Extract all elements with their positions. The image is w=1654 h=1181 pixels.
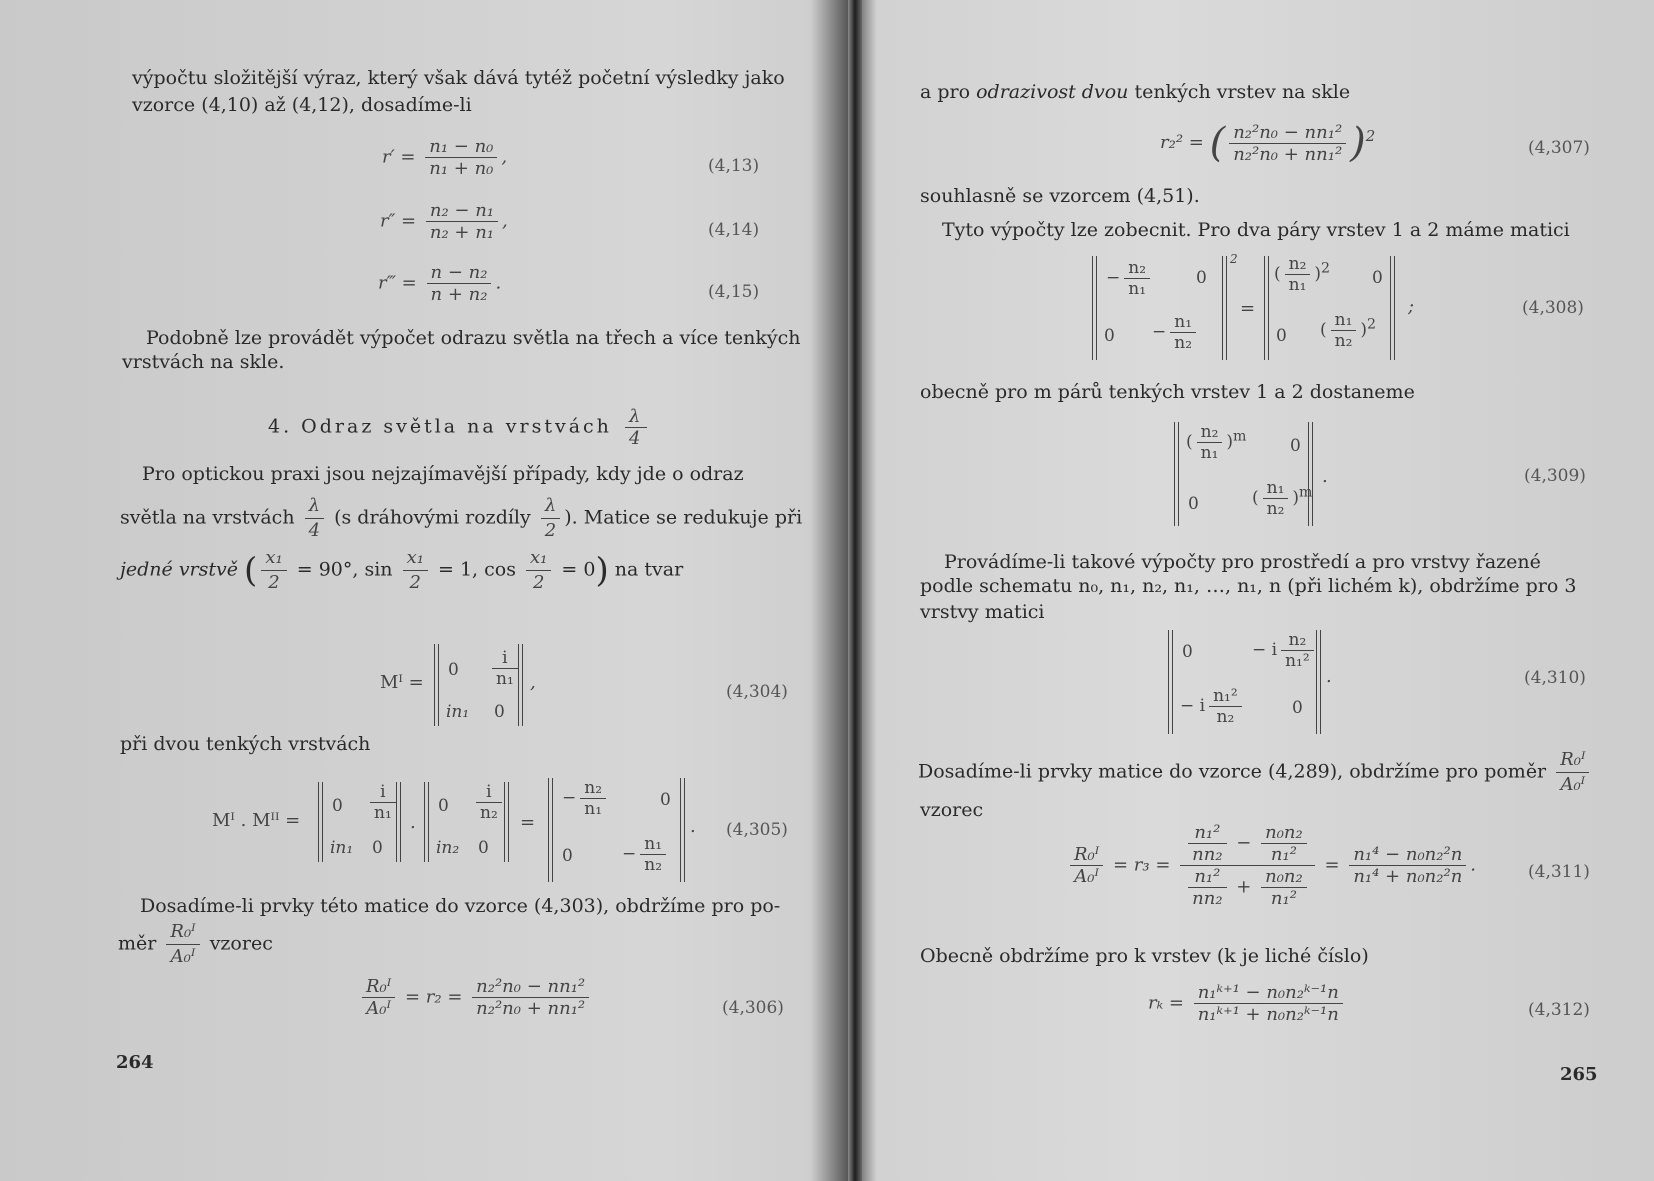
paragraph-ratio-line-1 <box>918 748 1593 797</box>
matrix-cell: ( $\frac{\text{n₂}}{\text{n₁}}$ )$^m$ <box>1186 422 1247 463</box>
equation-label-4-306: (4,306) <box>722 998 784 1018</box>
text: vzorec <box>209 932 273 955</box>
eq-fraction <box>362 976 395 1019</box>
line-accord: souhlasně se vzorcem (4,51). <box>920 185 1200 207</box>
matrix-bar <box>1308 422 1309 526</box>
eq-numerator: n − n₂ <box>427 262 492 284</box>
frac-denominator: n₁ <box>1128 279 1147 299</box>
matrix-bar <box>508 782 509 862</box>
eq-lhs: r‴ = <box>378 272 417 294</box>
equation-label-4-14: (4,14) <box>708 220 760 240</box>
frac-numerator: n₁² <box>1188 866 1226 888</box>
frac-denominator: 4 <box>628 428 644 449</box>
matrix-bar <box>424 782 425 862</box>
paragraph-two-layers: při dvou tenkých vrstvách <box>120 733 371 755</box>
fraction-x1-2 <box>403 546 428 595</box>
equation-4-13 <box>382 136 507 179</box>
eq-numerator: n₂ − n₁ <box>426 200 498 222</box>
matrix-cell <box>1252 630 1318 671</box>
eq-numerator: R₀ᴵ <box>1070 844 1103 866</box>
matrix-bar <box>552 778 553 882</box>
matrix-bar <box>322 782 323 862</box>
matrix-bar <box>1264 256 1265 360</box>
matrix-cell: 0 <box>448 660 459 680</box>
matrix-cell: 0 <box>372 838 383 858</box>
text: jedné vrstvě <box>120 558 238 581</box>
eq-fraction <box>472 976 589 1019</box>
compound-denominator <box>1180 866 1315 909</box>
matrix-cell <box>366 782 400 823</box>
eq-tail: . <box>1470 854 1477 876</box>
eq-denominator: n₁ᵏ⁺¹ + n₀n₂ᵏ⁻¹n <box>1197 1004 1339 1025</box>
eq-numerator: n₁ − n₀ <box>425 136 497 158</box>
frac-numerator: i <box>492 648 518 669</box>
eq-denominator: n₂²n₀ + nn₁² <box>476 998 586 1019</box>
eq-denominator: n₂²n₀ + nn₁² <box>1233 143 1343 165</box>
text: = 1, cos <box>437 558 516 581</box>
frac-denominator: n₂ <box>1174 333 1193 353</box>
eq-denominator: n₁⁴ + n₀n₂²n <box>1353 866 1463 887</box>
eq-middle: = r₃ = <box>1112 854 1171 876</box>
paragraph-generalize: Tyto výpočty lze zobecnit. Pro dva páry vrstev 1 a 2 máme matici <box>942 219 1570 241</box>
paragraph-similar-line-2: vrstvách na skle. <box>122 351 285 373</box>
matrix-bar <box>400 782 401 862</box>
matrix-cell: 0 <box>1196 268 1207 288</box>
eq-fraction <box>1229 122 1346 165</box>
equation-label-4-305: (4,305) <box>726 820 788 840</box>
text: odrazivost dvou <box>976 81 1129 103</box>
frac-denominator: nn₂ <box>1192 844 1223 865</box>
frac-denominator: n₁ <box>374 803 392 823</box>
equation-4-15 <box>378 262 501 305</box>
matrix-cell <box>1106 258 1154 299</box>
matrix-cell: in₂ <box>436 838 460 858</box>
frac-denominator: n₁ <box>584 799 603 819</box>
paragraph-env-line-2: podle schematu n₀, n₁, n₂, n₁, …, n₁, n (při lichém k), obdržíme pro 3 <box>920 575 1577 597</box>
equation-label-4-311: (4,311) <box>1528 862 1590 882</box>
sign: − <box>1106 268 1121 288</box>
eq-lhs: r″ = <box>380 210 417 232</box>
eq-tail: . <box>495 272 502 294</box>
eq-denominator: A₀ᴵ <box>366 998 391 1019</box>
matrix-bar <box>1312 422 1313 526</box>
sign: − <box>1152 322 1167 342</box>
matrix-bar <box>518 644 519 726</box>
equation-4-312 <box>1148 982 1347 1025</box>
matrix-bar <box>1390 256 1391 360</box>
prefix: − i <box>1252 640 1278 660</box>
matrix-cell: 0 <box>660 790 671 810</box>
eq-tail: ; <box>1408 296 1415 317</box>
matrix-bar <box>684 778 685 882</box>
text: Dosadíme-li prvky matice do vzorce (4,289), obdržíme pro poměr <box>918 760 1547 783</box>
eq-numerator: n₁ᵏ⁺¹ − n₀n₂ᵏ⁻¹n <box>1194 982 1343 1004</box>
frac-numerator: λ <box>305 494 324 519</box>
matrix-bar <box>434 644 435 726</box>
fraction-ratio <box>166 920 199 969</box>
matrix-bar <box>1092 256 1093 360</box>
eq-compound-fraction <box>1180 822 1315 909</box>
matrix-bar <box>1268 256 1269 360</box>
matrix-cell <box>622 834 670 875</box>
close-paren: ) <box>595 550 609 591</box>
matrix-bar <box>1096 256 1097 360</box>
matrix-cell: 0 <box>1292 698 1303 718</box>
exponent: 2 <box>1367 316 1377 333</box>
eq-fraction <box>425 136 497 179</box>
matrix-cell: 0 <box>332 796 343 816</box>
frac-numerator: i <box>370 782 396 803</box>
eq-lhs: r₂² = <box>1160 132 1204 153</box>
frac-numerator: n₂ <box>1124 258 1150 279</box>
frac-denominator: 2 <box>544 520 557 541</box>
compound-numerator <box>1180 822 1315 866</box>
open-paren: ( <box>244 550 258 591</box>
frac-numerator: R₀ᴵ <box>1556 748 1589 773</box>
matrix-bar <box>1172 630 1173 734</box>
frac-numerator: n₂ <box>1197 422 1223 443</box>
paragraph-env-line-1: Provádíme-li takové výpočty pro prostředí a pro vrstvy řazené <box>944 551 1541 573</box>
paragraph-substitute-line-1: Dosadíme-li prvky této matice do vzorce (4,303), obdržíme pro po- <box>140 895 781 917</box>
eq-tail: , <box>502 210 508 232</box>
matrix-bar <box>522 644 523 726</box>
frac-denominator: A₀ᴵ <box>170 946 196 967</box>
equation-label-4-309: (4,309) <box>1524 466 1586 486</box>
matrix-cell: 0 <box>1276 326 1287 346</box>
eq-denominator: n₂ + n₁ <box>429 222 495 243</box>
eq-4-304-lhs: Mᴵ = <box>380 672 424 693</box>
frac-denominator: n₁² <box>1285 651 1310 671</box>
sign: − <box>622 844 637 864</box>
equation-label-4-310: (4,310) <box>1524 668 1586 688</box>
matrix-cell: 0 <box>1104 326 1115 346</box>
paragraph-practice-line-2 <box>120 494 802 543</box>
eq-fraction <box>426 200 498 243</box>
fraction-x1-2 <box>261 546 286 595</box>
exponent: 2 <box>1230 252 1238 266</box>
paragraph-substitute-line-2 <box>118 920 273 969</box>
frac-numerator: n₂ <box>580 778 606 799</box>
matrix-bar <box>1168 630 1169 734</box>
matrix-cell: in₁ <box>446 702 470 722</box>
exponent: 2 <box>1365 127 1376 145</box>
paragraph-env-line-3: vrstvy matici <box>920 601 1045 623</box>
frac-denominator: 2 <box>409 572 421 593</box>
eq-denominator: A₀ᴵ <box>1074 866 1099 887</box>
frac-denominator: 2 <box>268 572 280 593</box>
frac-denominator: A₀ᴵ <box>1560 774 1586 795</box>
right-page <box>860 0 1654 1181</box>
fraction-lambda-2 <box>541 494 560 543</box>
section-heading-fraction <box>625 406 647 449</box>
matrix-bar <box>548 778 549 882</box>
fraction-ratio <box>1556 748 1589 797</box>
eq-lhs: r′ = <box>382 146 416 168</box>
matrix-cell: in₁ <box>330 838 354 858</box>
fraction-x1-2 <box>526 546 551 595</box>
matrix-cell <box>1180 686 1246 727</box>
paragraph-similar-line-1: Podobně lze provádět výpočet odrazu světla na třech a více tenkých <box>146 327 801 349</box>
frac-numerator: n₁ <box>1263 478 1289 499</box>
matrix-cell: 0 <box>1182 642 1193 662</box>
eq-fraction <box>1070 844 1103 887</box>
text: ). Matice se redukuje při <box>564 506 803 529</box>
text: a pro <box>920 81 971 103</box>
matrix-bar <box>504 782 505 862</box>
eq-lhs: rₖ = <box>1148 992 1184 1014</box>
frac-denominator: 2 <box>532 572 545 593</box>
matrix-cell: 0 <box>562 846 573 866</box>
matrix-cell: 0 <box>478 838 489 858</box>
matrix-cell: 0 <box>494 702 505 722</box>
text: = 0 <box>561 558 596 581</box>
frac-denominator: 4 <box>308 520 321 541</box>
eq-fraction <box>1349 844 1466 887</box>
frac-numerator: n₂ <box>1281 630 1314 651</box>
intro-line-2: vzorce (4,10) až (4,12), dosadíme-li <box>132 94 472 116</box>
text: měr <box>118 932 157 955</box>
eq-numerator: n₁⁴ − n₀n₂²n <box>1349 844 1466 866</box>
frac-numerator: x₁ <box>261 546 286 571</box>
eq-denominator: n₁ + n₀ <box>429 158 494 179</box>
paragraph-ratio-line-2: vzorec <box>920 799 984 821</box>
matrix-cell <box>488 648 522 689</box>
matrix-cell: ( $\frac{\text{n₂}}{\text{n₁}}$ )$^2$ <box>1274 254 1331 295</box>
eq-tail: . <box>1326 666 1332 687</box>
eq-numerator: R₀ᴵ <box>362 976 395 998</box>
frac-numerator: n₀n₂ <box>1261 822 1307 844</box>
matrix-cell: 0 <box>1372 268 1383 288</box>
frac-denominator: n₂ <box>1334 331 1353 351</box>
operator: + <box>1236 876 1252 898</box>
prefix: − i <box>1180 696 1206 716</box>
operator: − <box>1236 832 1252 854</box>
equation-4-307 <box>1160 120 1375 166</box>
equation-label-4-308: (4,308) <box>1522 298 1584 318</box>
matrix-bar <box>428 782 429 862</box>
paragraph-m-pairs: obecně pro m párů tenkých vrstev 1 a 2 dostaneme <box>920 381 1415 403</box>
equals-sign: = <box>1324 854 1340 876</box>
equation-4-14 <box>380 200 508 243</box>
eq-tail: . <box>1322 466 1328 487</box>
frac-numerator: x₁ <box>526 546 551 571</box>
eq-tail: , <box>501 146 508 168</box>
frac-denominator: n₂ <box>644 855 663 875</box>
eq-4-305-lhs: Mᴵ . Mᴵᴵ = <box>212 810 301 831</box>
exponent: m <box>1299 484 1313 501</box>
text: na tvar <box>614 558 684 581</box>
frac-denominator: n₁² <box>1270 844 1297 865</box>
matrix-bar <box>1222 256 1223 360</box>
dot-operator: . <box>410 812 416 833</box>
close-paren: ) <box>1350 120 1366 166</box>
frac-numerator: n₁² <box>1188 822 1226 844</box>
matrix-cell <box>562 778 610 819</box>
matrix-bar <box>1174 422 1175 526</box>
matrix-cell <box>472 782 506 823</box>
matrix-bar <box>318 782 319 862</box>
frac-denominator: nn₂ <box>1192 888 1223 909</box>
equation-label-4-304: (4,304) <box>726 682 788 702</box>
frac-denominator: n₁ <box>496 669 514 689</box>
frac-numerator: n₂ <box>1285 254 1311 275</box>
matrix-bar <box>1178 422 1179 526</box>
section-heading <box>268 406 651 449</box>
frac-numerator: n₁ <box>640 834 666 855</box>
frac-numerator: n₀n₂ <box>1261 866 1307 888</box>
fraction-lambda-4 <box>305 494 324 543</box>
equals-sign: = <box>1240 298 1256 319</box>
frac-denominator: n₂ <box>1266 499 1285 519</box>
eq-tail: . <box>690 816 696 837</box>
equation-label-4-15: (4,15) <box>708 282 760 302</box>
frac-numerator: R₀ᴵ <box>166 920 199 945</box>
equals-sign: = <box>520 812 536 833</box>
matrix-bar <box>1394 256 1395 360</box>
section-heading-text: 4. Odraz světla na vrstvách <box>268 415 612 438</box>
eq-numerator: n₂²n₀ − nn₁² <box>1229 122 1346 144</box>
frac-numerator: λ <box>625 406 647 428</box>
sign: − <box>562 788 577 808</box>
equation-label-4-307: (4,307) <box>1528 138 1590 158</box>
paragraph-general-k: Obecně obdržíme pro k vrstev (k je liché číslo) <box>920 945 1369 967</box>
paragraph-practice-line-1: Pro optickou praxi jsou nejzajímavější případy, kdy jde o odraz <box>142 463 744 485</box>
frac-denominator: n₁² <box>1270 888 1297 909</box>
matrix-cell: 0 <box>1188 494 1199 514</box>
eq-middle: = r₂ = <box>404 986 463 1008</box>
intro-line-1: výpočtu složitější výraz, který však dává tytéž početní výsledky jako <box>132 67 785 89</box>
matrix-bar <box>1316 630 1317 734</box>
matrix-cell: ( $\frac{\text{n₁}}{\text{n₂}}$ )$^2$ <box>1320 310 1377 351</box>
frac-numerator: λ <box>541 494 560 519</box>
page-number-right: 265 <box>1560 1064 1598 1085</box>
paragraph-practice-line-3 <box>120 546 683 595</box>
text: (s dráhovými rozdíly <box>334 506 531 529</box>
frac-numerator: i <box>476 782 502 803</box>
text: světla na vrstvách <box>120 506 295 529</box>
exponent: 2 <box>1321 260 1331 277</box>
matrix-bar <box>438 644 439 726</box>
matrix-bar <box>1226 256 1227 360</box>
equation-4-306 <box>358 976 593 1019</box>
matrix-bar <box>396 782 397 862</box>
frac-denominator: n₂ <box>480 803 498 823</box>
matrix-cell: 0 <box>1290 436 1301 456</box>
frac-denominator: n₁ <box>1200 443 1219 463</box>
equation-label-4-312: (4,312) <box>1528 1000 1590 1020</box>
equation-4-311 <box>1066 822 1476 909</box>
frac-numerator: n₁ <box>1170 312 1196 333</box>
matrix-cell: 0 <box>438 796 449 816</box>
eq-denominator: n + n₂ <box>430 284 488 305</box>
frac-denominator: n₂ <box>1216 707 1235 727</box>
eq-tail: , <box>530 672 536 693</box>
matrix-cell: ( $\frac{\text{n₁}}{\text{n₂}}$ )$^m$ <box>1252 478 1313 519</box>
page-number-left: 264 <box>116 1052 154 1073</box>
eq-numerator: n₂²n₀ − nn₁² <box>472 976 589 998</box>
frac-numerator: n₁ <box>1331 310 1357 331</box>
eq-fraction <box>1194 982 1343 1025</box>
right-intro <box>920 80 1350 104</box>
open-paren: ( <box>1209 120 1226 166</box>
matrix-bar <box>1320 630 1321 734</box>
eq-fraction <box>427 262 492 305</box>
equation-label-4-13: (4,13) <box>708 156 760 176</box>
exponent: m <box>1233 428 1247 445</box>
text: = 90°, sin <box>296 558 393 581</box>
matrix-bar <box>680 778 681 882</box>
matrix-cell <box>1152 312 1200 353</box>
frac-numerator: n₁² <box>1209 686 1242 707</box>
frac-denominator: n₁ <box>1288 275 1307 295</box>
text: tenkých vrstev na skle <box>1134 81 1351 103</box>
frac-numerator: x₁ <box>403 546 428 571</box>
